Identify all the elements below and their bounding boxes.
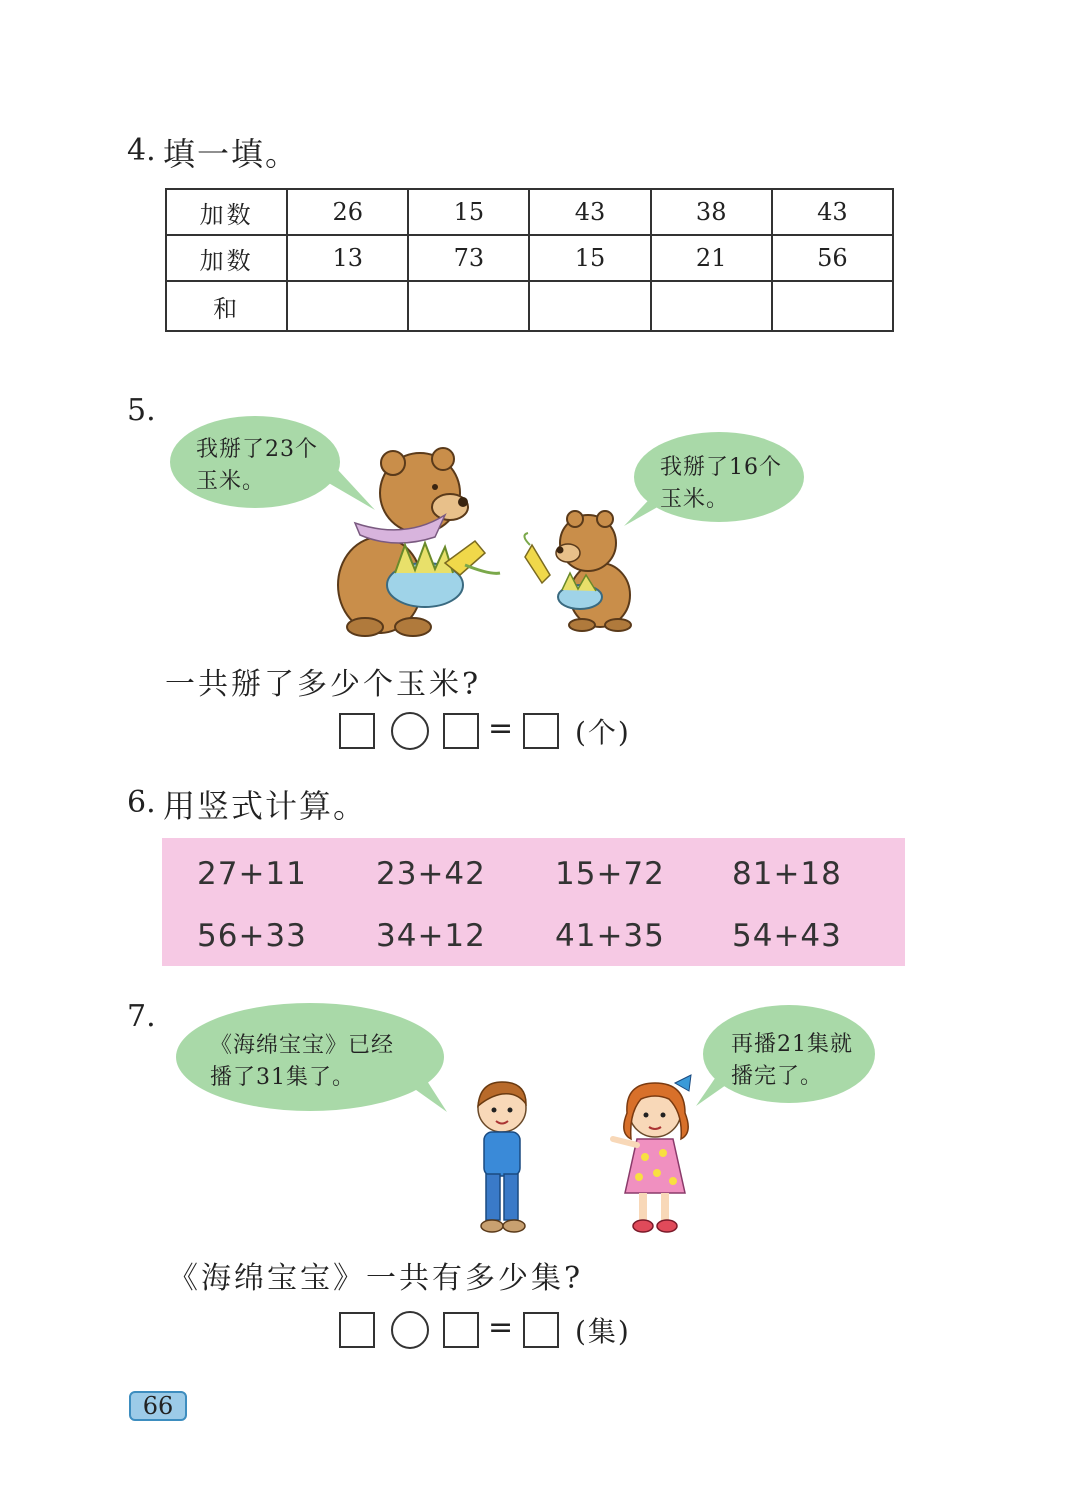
bubble-text-line: 我掰了16个 [660,455,782,480]
table-row [166,189,893,235]
answer-box-result[interactable] [523,713,559,749]
bubble-text-line: 玉米。 [660,487,730,512]
bubble-tail-icon [395,1070,455,1115]
answer-box-addend-1[interactable] [339,1312,375,1348]
answer-box-result[interactable] [523,1312,559,1348]
big-bear-illustration [325,445,505,640]
row-header: 加数 [166,189,287,235]
boy-illustration [462,1078,542,1236]
table-cell: 15 [529,235,650,281]
sum-answer-cell[interactable] [651,281,772,331]
equals-sign: = [488,711,514,746]
small-bear-illustration [520,505,650,635]
bubble-text-line: 我掰了23个 [196,437,318,462]
girl-illustration [605,1073,700,1238]
table-cell: 73 [408,235,529,281]
bubble-text-line: 《海绵宝宝》已经 [210,1033,395,1058]
sum-answer-cell[interactable] [408,281,529,331]
q5-question: 一共掰了多少个玉米? [165,667,482,702]
table-cell: 26 [287,189,408,235]
table-cell: 56 [772,235,893,281]
answer-box-addend-2[interactable] [443,1312,479,1348]
table-cell: 43 [529,189,650,235]
bubble-text-line: 再播21集就 [731,1032,853,1057]
bubble-text-line: 玉米。 [196,469,266,494]
q5-number: 5. [127,393,156,428]
unit-label: (集) [575,1315,631,1348]
table-cell: 13 [287,235,408,281]
table-row [166,235,893,281]
table-cell: 15 [408,189,529,235]
table-cell: 21 [651,235,772,281]
exercise-item: 34+12 [376,918,486,954]
row-header: 和 [166,281,287,331]
exercise-item: 54+43 [732,918,842,954]
q6-title: 用竖式计算。 [163,787,368,825]
sum-answer-cell[interactable] [772,281,893,331]
q7-number: 7. [127,999,156,1034]
exercise-item: 23+42 [376,856,486,892]
q7-question: 《海绵宝宝》一共有多少集? [168,1261,584,1296]
exercise-item: 27+11 [197,856,307,892]
exercise-item: 41+35 [555,918,665,954]
answer-circle-operator[interactable] [391,1311,429,1349]
bubble-text-line: 播完了。 [731,1064,824,1089]
q4-number: 4. [127,133,156,168]
sum-answer-cell[interactable] [529,281,650,331]
row-header: 加数 [166,235,287,281]
q4-title: 填一填。 [163,135,300,173]
table-row [166,281,893,331]
sum-answer-cell[interactable] [287,281,408,331]
answer-box-addend-2[interactable] [443,713,479,749]
exercise-item: 81+18 [732,856,842,892]
unit-label: (个) [575,716,631,749]
addition-table [165,188,894,332]
exercise-item: 56+33 [197,918,307,954]
answer-circle-operator[interactable] [391,712,429,750]
bubble-text-line: 播了31集了。 [210,1065,355,1090]
equals-sign: = [488,1310,514,1345]
table-cell: 38 [651,189,772,235]
q6-number: 6. [127,785,156,820]
exercise-item: 15+72 [555,856,665,892]
page-number-badge: 66 [129,1391,187,1421]
answer-box-addend-1[interactable] [339,713,375,749]
table-cell: 43 [772,189,893,235]
